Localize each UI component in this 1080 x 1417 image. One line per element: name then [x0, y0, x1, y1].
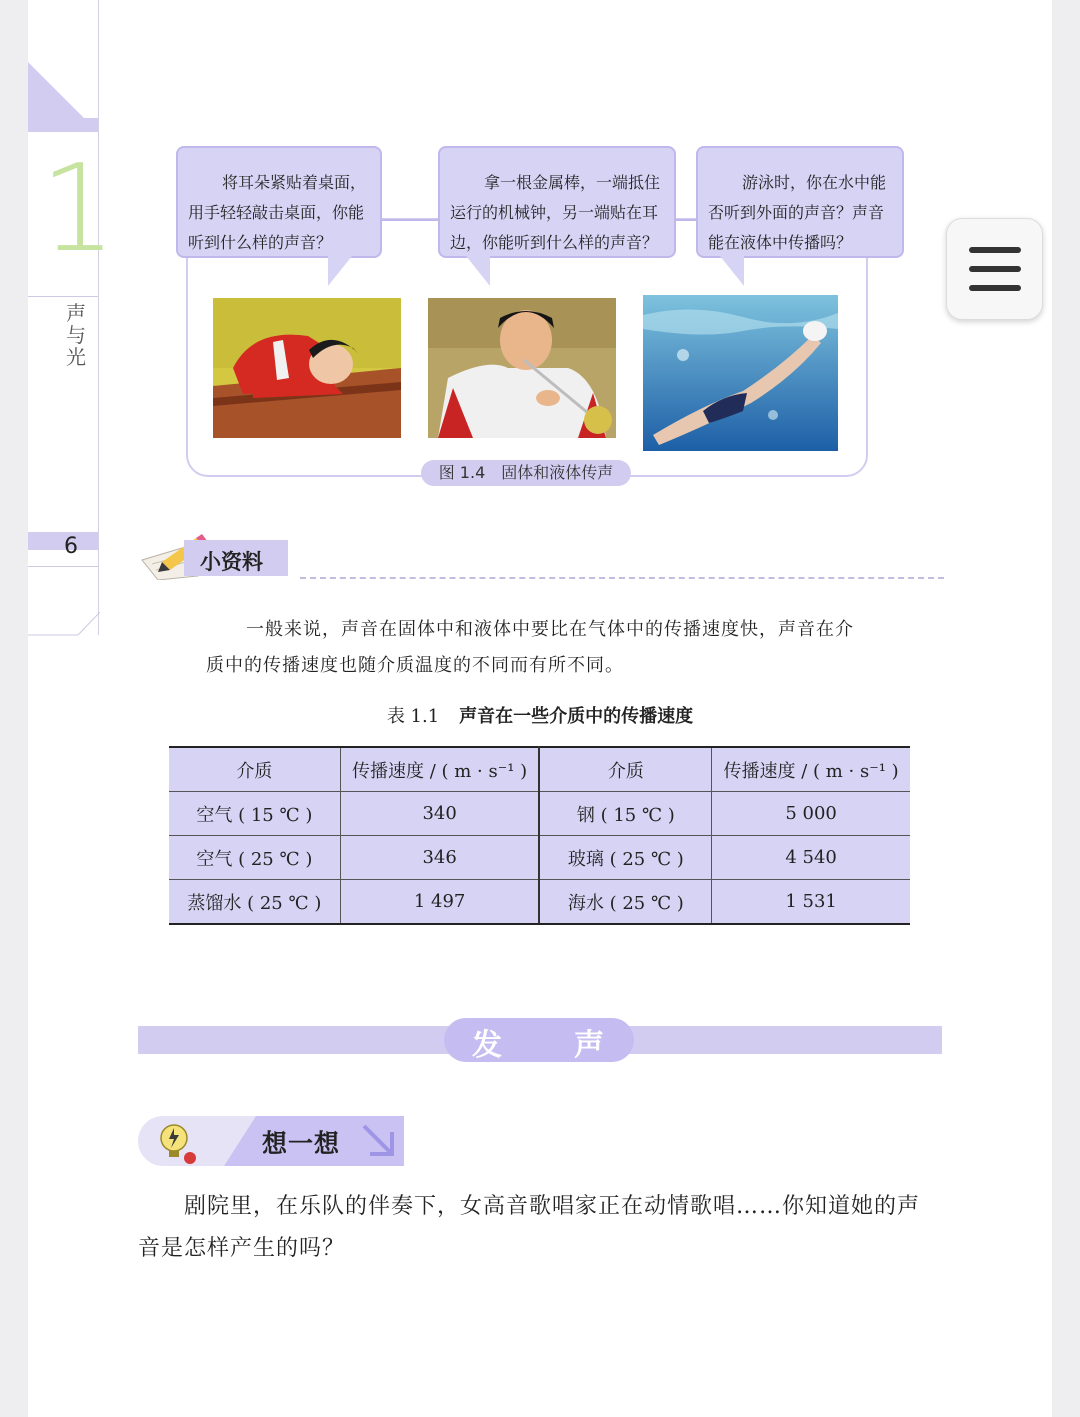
note-line-1: 一般来说，声音在固体中和液体中要比在气体中的传播速度快，声音在介 [246, 619, 854, 640]
section-title-char-1: 发 [472, 1028, 502, 1063]
table-cell: 1 497 [340, 880, 539, 925]
table-cell: 340 [340, 792, 539, 836]
table-header-cell: 介质 [539, 747, 711, 792]
bubble-text-2: 拿一根金属棒，一端抵住运行的机械钟，另一端贴在耳边，你能听到什么样的声音？ [450, 173, 661, 252]
section-title-char-2: 声 [574, 1028, 604, 1063]
page-number-rule [28, 566, 98, 567]
bubble-text-3: 游泳时，你在水中能否听到外面的声音？声音能在液体中传播吗？ [708, 173, 887, 252]
table-header-cell: 介质 [169, 747, 340, 792]
chapter-title: 声与光 [66, 301, 86, 369]
table-header-cell: 传播速度 / ( m · s⁻¹ ) [712, 747, 910, 792]
think-label: 想一想 [262, 1129, 341, 1158]
bubble-tail [466, 256, 490, 286]
think-line-1: 剧院里，在乐队的伴奏下，女高音歌唱家正在动情歌唱……你知道她的声 [184, 1194, 921, 1219]
speech-bubble-3 [696, 146, 904, 258]
think-question-paragraph [138, 1186, 944, 1270]
table-cell: 4 540 [712, 836, 910, 880]
note-dashed-rule [300, 577, 944, 579]
table-cell: 5 000 [712, 792, 910, 836]
table-header-row [169, 747, 910, 792]
note-label: 小资料 [200, 550, 263, 574]
note-line-2: 质中的传播速度也随介质温度的不同而有所不同。 [206, 655, 624, 676]
photo-metal-rod-clock [428, 298, 616, 438]
table-cell: 海水 ( 25 ℃ ) [539, 880, 711, 925]
bubble-tail [328, 256, 352, 286]
bubble-text-1: 将耳朵紧贴着桌面，用手轻轻敲击桌面，你能听到什么样的声音？ [188, 173, 367, 252]
table-cell: 空气 ( 25 ℃ ) [169, 836, 340, 880]
think-line-2: 音是怎样产生的吗？ [138, 1236, 346, 1261]
bubble-tail [720, 256, 744, 286]
table-cell: 1 531 [712, 880, 910, 925]
table-row [169, 836, 910, 880]
table-title [0, 702, 1080, 728]
figure-caption: 图 1.4 固体和液体传声 [421, 460, 631, 486]
table-cell: 空气 ( 15 ℃ ) [169, 792, 340, 836]
table-header-cell: 传播速度 / ( m · s⁻¹ ) [340, 747, 539, 792]
table-row [169, 792, 910, 836]
table-title-text: 声音在一些介质中的传播速度 [459, 706, 694, 727]
margin-corner-line [28, 612, 100, 636]
sound-speed-table [169, 746, 910, 925]
photo-swimmer-underwater [643, 295, 838, 451]
table-number: 表 1.1 [386, 706, 440, 727]
table-cell: 玻璃 ( 25 ℃ ) [539, 836, 711, 880]
chapter-number: 1 [40, 140, 117, 279]
table-cell: 钢 ( 15 ℃ ) [539, 792, 711, 836]
photo-ear-on-desk [213, 298, 401, 438]
speech-bubble-1 [176, 146, 382, 258]
table-cell: 346 [340, 836, 539, 880]
table-cell: 蒸馏水 ( 25 ℃ ) [169, 880, 340, 925]
note-paragraph [206, 612, 896, 684]
speech-bubble-2 [438, 146, 676, 258]
table-row [169, 880, 910, 925]
page-number: 6 [64, 534, 78, 559]
